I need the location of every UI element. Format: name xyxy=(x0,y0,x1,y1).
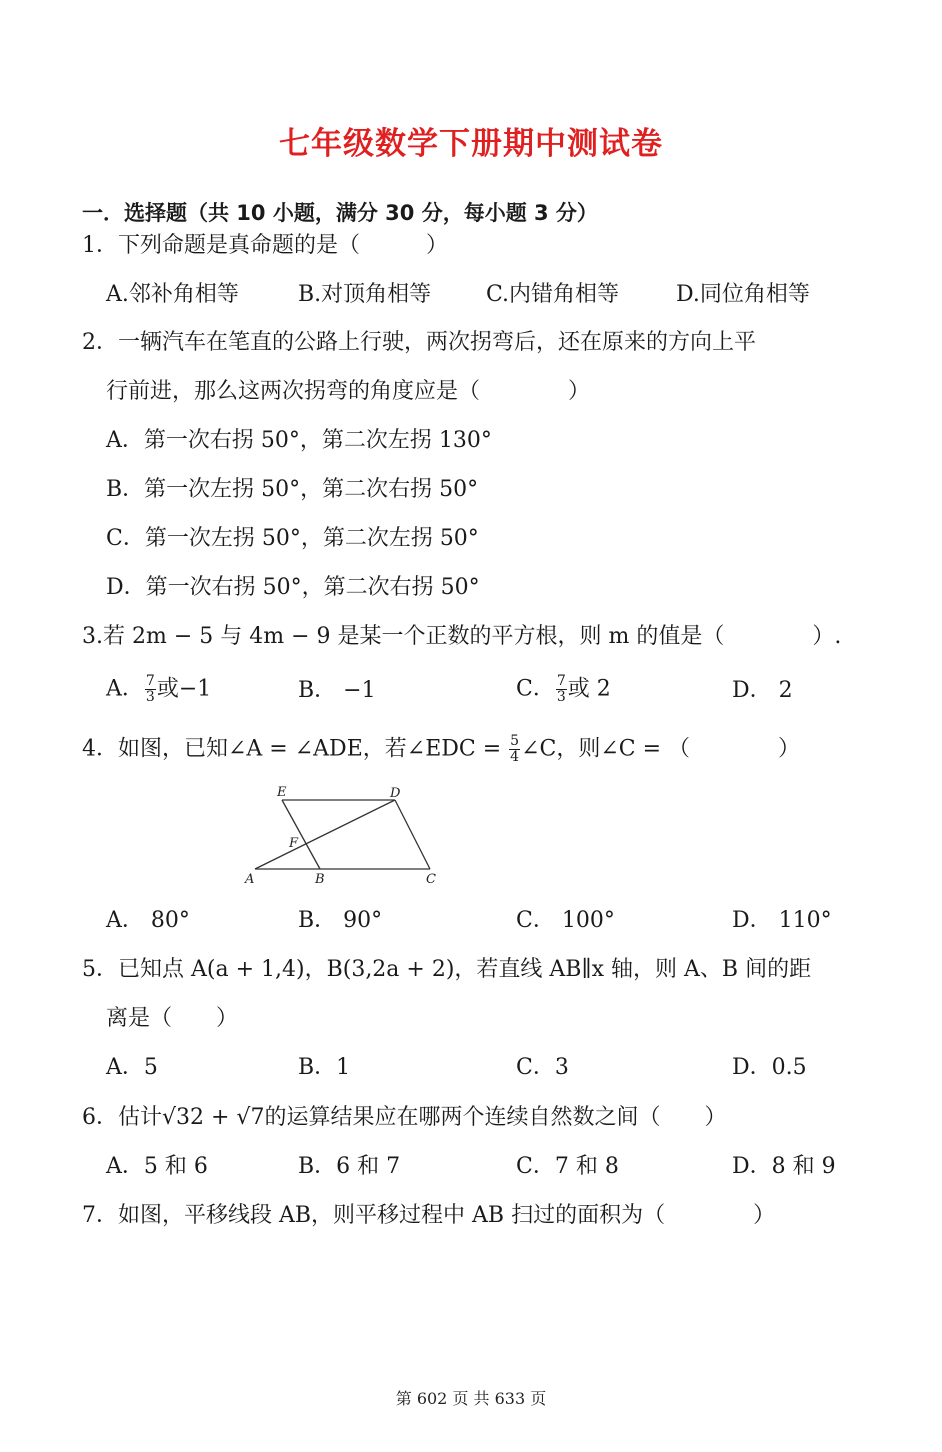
q3-option-a-label: A． xyxy=(106,676,144,702)
segment-dc xyxy=(395,800,430,869)
fraction xyxy=(556,674,567,705)
q5-option-a: A．5 xyxy=(106,1055,158,1080)
label-b: B xyxy=(315,872,325,887)
question-6-stem: 6．估计√32 + √7的运算结果应在哪两个连续自然数之间（ ） xyxy=(82,1105,727,1130)
q3-option-c xyxy=(516,674,611,705)
fraction xyxy=(509,734,520,765)
question-2-stem-line2: 行前进，那么这两次拐弯的角度应是（ ） xyxy=(106,379,591,404)
fraction xyxy=(145,674,156,705)
label-f: F xyxy=(289,836,299,851)
question-4-stem-a: 4．如图，已知∠A = ∠ADE，若∠EDC = xyxy=(82,736,509,762)
question-3-stem: 3.若 2m − 5 与 4m − 9 是某一个正数的平方根，则 m 的值是（ ）. xyxy=(82,624,842,649)
question-1-stem: 1．下列命题是真命题的是（ ） xyxy=(82,233,448,258)
label-d: D xyxy=(390,786,401,801)
q5-option-b: B．1 xyxy=(298,1055,351,1080)
question-2-stem-line1: 2．一辆汽车在笔直的公路上行驶，两次拐弯后，还在原来的方向上平 xyxy=(82,330,756,355)
q3-option-c-label: C． xyxy=(516,676,555,702)
q1-option-d: D.同位角相等 xyxy=(676,282,810,307)
fraction-numerator: 7 xyxy=(556,673,566,689)
fraction-numerator: 5 xyxy=(510,733,520,749)
fraction-denominator: 4 xyxy=(510,749,520,765)
page-title: 七年级数学下册期中测试卷 xyxy=(279,126,663,162)
q6-option-d: D．8 和 9 xyxy=(732,1154,836,1179)
q2-option-a: A．第一次右拐 50°，第二次左拐 130° xyxy=(106,428,492,453)
q3-option-b: B． −1 xyxy=(298,678,376,703)
q6-option-a: A．5 和 6 xyxy=(106,1154,208,1179)
q4-option-a: A． 80° xyxy=(106,908,190,933)
question-4-stem-b: ∠C，则∠C = （ ） xyxy=(521,736,801,762)
q1-option-b: B.对顶角相等 xyxy=(298,282,432,307)
segment-eb xyxy=(282,800,320,869)
section-heading: 一．选择题（共 10 小题，满分 30 分，每小题 3 分） xyxy=(82,201,598,225)
q4-option-b: B． 90° xyxy=(298,908,383,933)
label-e: E xyxy=(277,785,287,800)
q3-option-d: D． 2 xyxy=(732,678,793,703)
q1-option-a: A.邻补角相等 xyxy=(106,282,239,307)
question-5-stem-line2: 离是（ ） xyxy=(106,1006,239,1031)
fraction-numerator: 7 xyxy=(145,673,155,689)
q5-option-c: C．3 xyxy=(516,1055,569,1080)
q5-option-d: D．0.5 xyxy=(732,1055,807,1080)
q1-option-c: C.内错角相等 xyxy=(486,282,620,307)
q2-option-c: C．第一次左拐 50°，第二次左拐 50° xyxy=(106,526,479,551)
page-footer: 第 602 页 共 633 页 xyxy=(395,1389,547,1408)
geometry-figure xyxy=(240,782,450,892)
label-c: C xyxy=(426,872,436,887)
q2-option-d: D．第一次右拐 50°，第二次右拐 50° xyxy=(106,575,480,600)
q3-option-a-tail: 或−1 xyxy=(156,676,212,702)
fraction-denominator: 3 xyxy=(145,689,155,705)
q2-option-b: B．第一次左拐 50°，第二次右拐 50° xyxy=(106,477,479,502)
q3-option-c-tail: 或 2 xyxy=(567,676,611,702)
q4-option-d: D． 110° xyxy=(732,908,832,933)
question-7-stem: 7．如图，平移线段 AB，则平移过程中 AB 扫过的面积为（ ） xyxy=(82,1203,776,1228)
label-a: A xyxy=(245,872,255,887)
question-5-stem-line1: 5．已知点 A(a + 1,4)，B(3,2a + 2)，若直线 AB∥x 轴，则 A、B 间的距 xyxy=(82,957,812,982)
q4-option-c: C． 100° xyxy=(516,908,615,933)
q3-option-a xyxy=(106,674,211,705)
segment-ad xyxy=(255,800,395,869)
question-4-stem xyxy=(82,734,800,765)
q6-option-c: C．7 和 8 xyxy=(516,1154,619,1179)
q6-option-b: B．6 和 7 xyxy=(298,1154,401,1179)
fraction-denominator: 3 xyxy=(556,689,566,705)
